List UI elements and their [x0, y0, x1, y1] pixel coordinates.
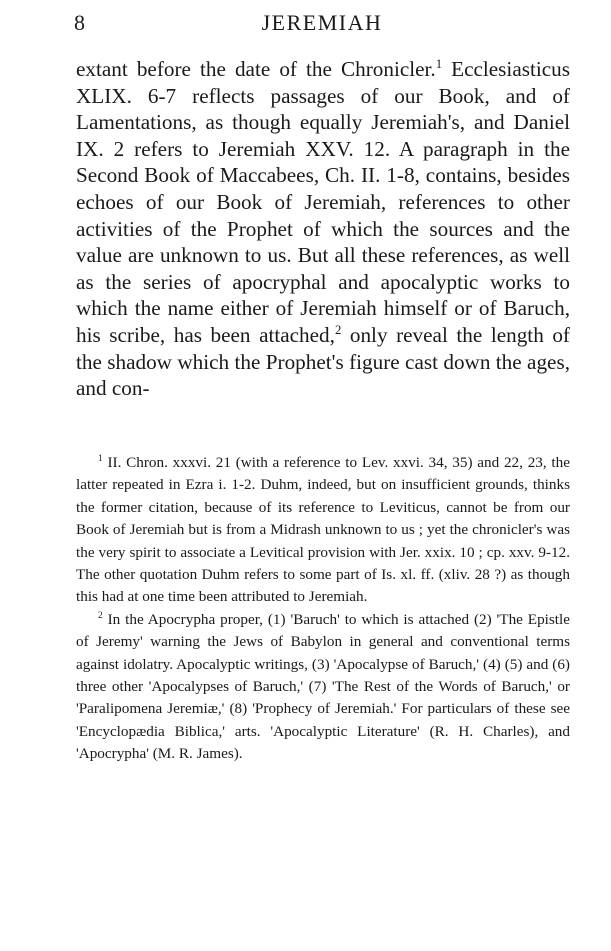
footnote-1-text: II. Chron. xxxvi. 21 (with a reference to Lev. xxvi. 34, 35) and 22, 23, the latter repeated in Ezra i. 1-2. Duhm, indeed, but on insufficient grounds, thinks the former citation, because of its reference to Leviticus, cannot be from our Book of Jeremiah but is from a Midrash unknown to us ; yet the chronicler's was the very spirit to associate a Levitical provision with Jer. xxix. 10 ; cp. xxv. 9-12. The other quotation Duhm refers to some part of Is. xl. ff. (xliv. 28 ?) as though this had at one time been attributed to Jeremiah. [76, 454, 570, 606]
footnote-1-marker: 1 [98, 453, 103, 464]
page-number: 8 [74, 10, 85, 35]
running-title: JEREMIAH [261, 10, 383, 35]
footnote-1 [76, 452, 570, 609]
footnote-2 [76, 609, 570, 766]
footnote-2-text: In the Apocrypha proper, (1) 'Baruch' to which is attached (2) 'The Epistle of Jeremy' warning the Jews of Babylon in general and conventional terms against idolatry. Apocalyptic writings, (3) 'Apocalypse of Baruch,' (4) (5) and (6) three other 'Apocalypses of Baruch,' (7) 'The Rest of the Words of Baruch,' or 'Paralipomena Jeremiæ,' (8) 'Prophecy of Jeremiah.' For particulars of these see 'Encyclopædia Biblica,' arts. 'Apocalyptic Literature' (R. H. Charles), and 'Apocrypha' (M. R. James). [76, 610, 570, 763]
body-text-part-1: extant before the date of the Chronicler. [76, 57, 436, 81]
body-text-part-2: Ecclesiasticus XLIX. 6-7 reflects passages of our Book, and of Lamentations, as though equally Jeremiah's, and Daniel IX. 2 refers to Jeremiah XXV. 12. A paragraph in the Second Book of Maccabees, Ch. II. 1-8, contains, besides echoes of our Book of Jeremiah, references to other activities of the Prophet of which the sources and the value are unknown to us. But all these references, as well as the series of apocryphal and apocalyptic works to which the name either of Jeremiah himself or of Baruch, his scribe, has been attached, [76, 57, 570, 347]
page-header [74, 10, 570, 42]
footnote-ref-2: 2 [334, 322, 342, 337]
footnotes [76, 452, 570, 766]
body-paragraph [76, 56, 570, 402]
body-text-part-3: only reveal the length of the shadow which the Prophet's figure cast down the ages, and con- [76, 322, 570, 401]
footnote-ref-1: 1 [435, 56, 443, 71]
footnote-2-marker: 2 [98, 610, 103, 621]
